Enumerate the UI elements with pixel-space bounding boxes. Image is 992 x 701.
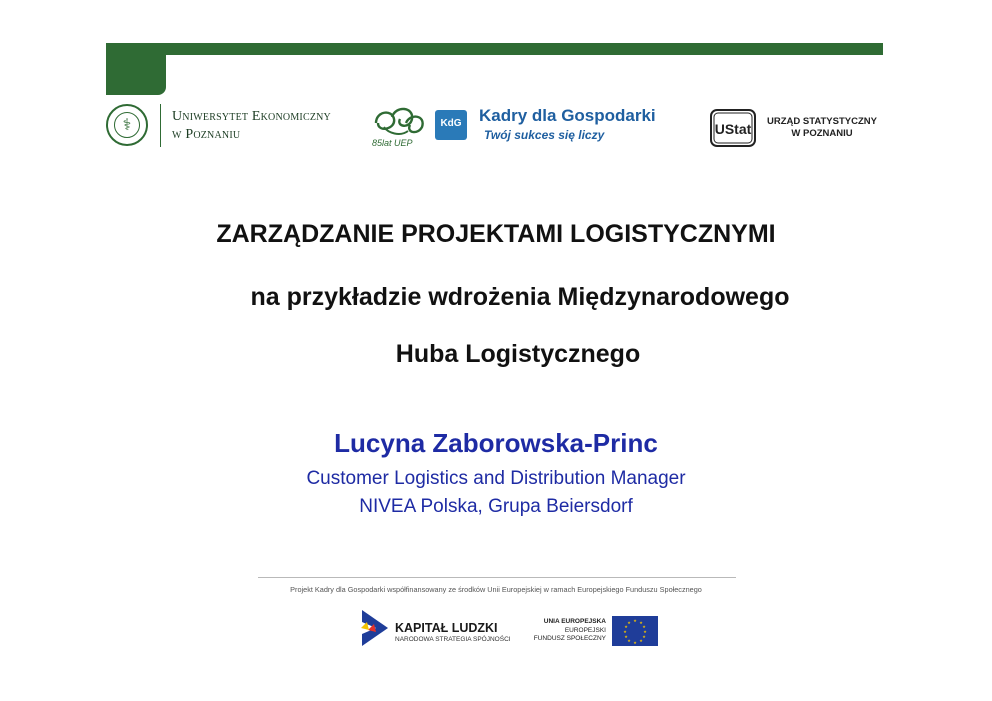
- us-name-line1: URZĄD STATYSTYCZNY: [767, 116, 877, 127]
- header-bar: [106, 43, 883, 55]
- svg-text:★: ★: [633, 618, 637, 623]
- svg-text:★: ★: [642, 624, 646, 629]
- svg-text:★: ★: [642, 634, 646, 639]
- svg-text:★: ★: [643, 629, 647, 634]
- uep-name-line2: w Poznaniu: [172, 127, 241, 142]
- eu-fund-text: [490, 618, 606, 644]
- kapital-ludzki-emblem-icon: [358, 608, 390, 648]
- footer-divider: [258, 577, 736, 578]
- author-company: NIVEA Polska, Grupa Beiersdorf: [359, 496, 633, 517]
- svg-text:★: ★: [623, 629, 627, 634]
- caduceus-icon: ⚕: [122, 115, 132, 134]
- author-role: Customer Logistics and Distribution Manager: [306, 468, 686, 489]
- title-line2: na przykładzie wdrożenia Międzynarodowego: [250, 283, 790, 311]
- title-line3: Huba Logistycznego: [395, 340, 641, 368]
- kapital-ludzki-subtitle: NARODOWA STRATEGIA SPÓJNOŚCI: [395, 636, 511, 643]
- svg-text:★: ★: [627, 620, 631, 625]
- svg-text:★: ★: [639, 620, 643, 625]
- kadry-logo-title: Kadry dla Gospodarki: [479, 106, 656, 125]
- kadry-logo-badge-text: KdG: [440, 118, 462, 129]
- author-name: Lucyna Zaborowska-Princ: [334, 428, 658, 458]
- svg-text:★: ★: [624, 634, 628, 639]
- header-bar-notch: [166, 55, 186, 75]
- uep-name-line1: Uniwersytet Ekonomiczny: [172, 109, 331, 124]
- urzad-statystyczny-logo: [710, 109, 756, 147]
- uep-name: [172, 108, 331, 144]
- svg-text:★: ★: [624, 624, 628, 629]
- footer-funding-note: Projekt Kadry dla Gospodarki współfinansowany ze środków Unii Europejskiej w ramach Europejskiego Funduszu Społecznego: [290, 585, 702, 594]
- svg-text:UStat: UStat: [714, 121, 752, 137]
- eu-flag-icon: [612, 616, 658, 646]
- us-name-line2: W POZNANIU: [791, 128, 853, 139]
- eu-fund-line3: FUNDUSZ SPOŁECZNY: [533, 635, 606, 643]
- title-line1: ZARZĄDZANIE PROJEKTAMI LOGISTYCZNYMI: [216, 220, 776, 248]
- uep-divider: [160, 104, 161, 147]
- kapital-ludzki-title: KAPITAŁ LUDZKI: [395, 621, 498, 635]
- eu-fund-line1: UNIA EUROPEJSKA: [543, 618, 606, 625]
- header-bar-tab: [106, 43, 166, 95]
- svg-text:★: ★: [639, 638, 643, 643]
- kadry-logo-subtitle: Twój sukces się liczy: [484, 128, 605, 142]
- uep-85-label: 85lat UEP: [372, 138, 413, 148]
- urzad-statystyczny-name: [760, 116, 884, 140]
- svg-text:★: ★: [633, 640, 637, 645]
- eu-fund-line2: EUROPEJSKI: [564, 626, 606, 634]
- svg-text:★: ★: [627, 638, 631, 643]
